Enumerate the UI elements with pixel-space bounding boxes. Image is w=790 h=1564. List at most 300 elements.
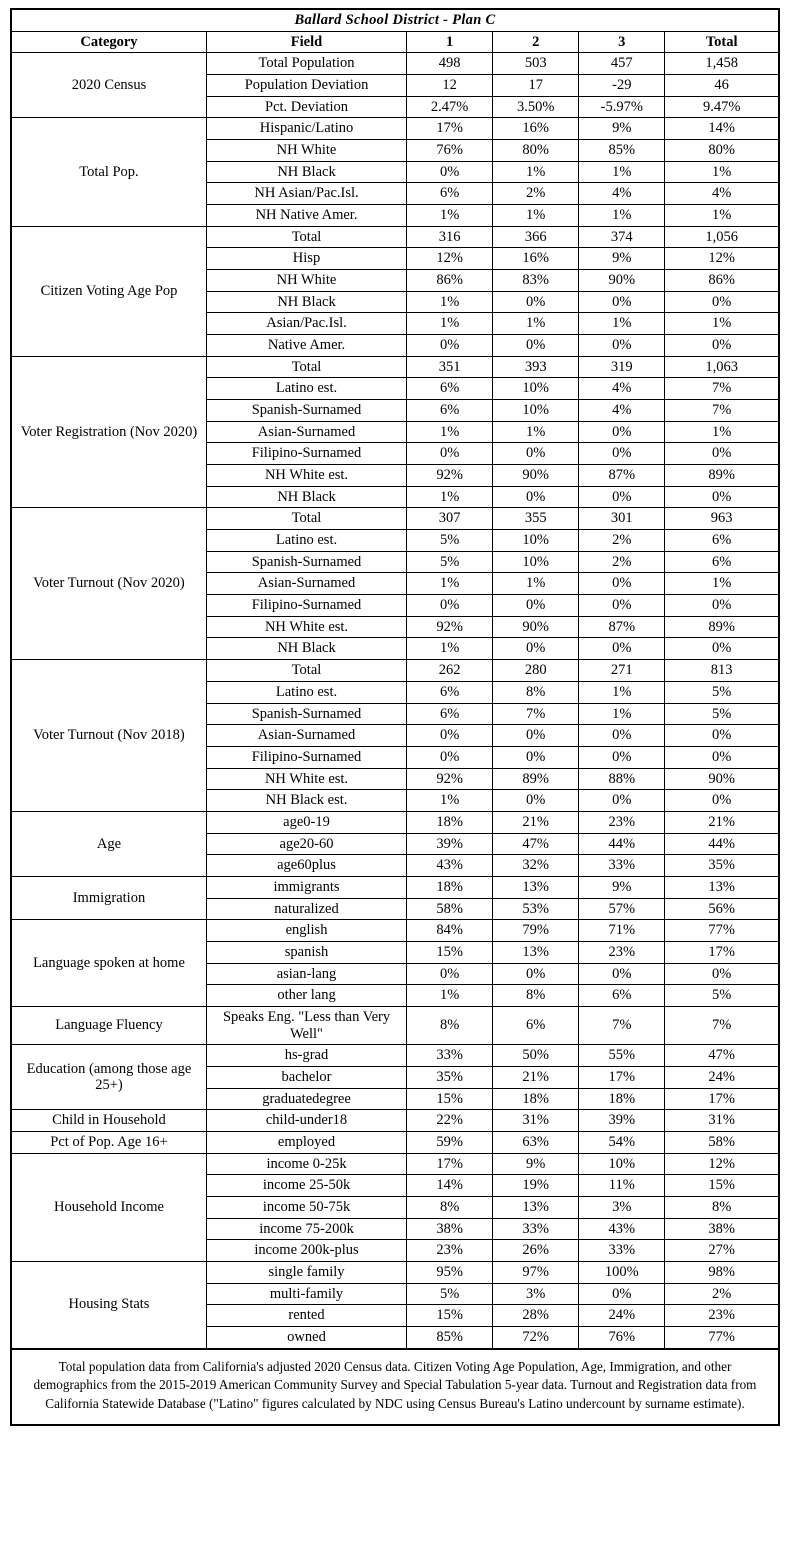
value-cell: 83% <box>493 270 579 292</box>
value-cell: -5.97% <box>579 96 665 118</box>
value-cell: 90% <box>493 616 579 638</box>
field-cell: Latino est. <box>206 530 406 552</box>
field-cell: income 50-75k <box>206 1196 406 1218</box>
value-cell: 0% <box>493 746 579 768</box>
field-cell: hs-grad <box>206 1045 406 1067</box>
value-cell: 14% <box>665 118 779 140</box>
value-cell: 0% <box>407 963 493 985</box>
value-cell: 503 <box>493 53 579 75</box>
category-cell: Voter Turnout (Nov 2018) <box>11 660 206 812</box>
field-cell: Asian-Surnamed <box>206 725 406 747</box>
field-cell: Total Population <box>206 53 406 75</box>
field-cell: NH White <box>206 140 406 162</box>
value-cell: 50% <box>493 1045 579 1067</box>
value-cell: 17% <box>407 1153 493 1175</box>
field-cell: Spanish-Surnamed <box>206 551 406 573</box>
value-cell: 12% <box>665 1153 779 1175</box>
field-cell: income 25-50k <box>206 1175 406 1197</box>
category-cell: Citizen Voting Age Pop <box>11 226 206 356</box>
value-cell: 11% <box>579 1175 665 1197</box>
value-cell: 0% <box>493 725 579 747</box>
value-cell: 27% <box>665 1240 779 1262</box>
value-cell: 32% <box>493 855 579 877</box>
value-cell: 92% <box>407 465 493 487</box>
value-cell: 0% <box>493 486 579 508</box>
field-cell: NH White est. <box>206 616 406 638</box>
value-cell: 0% <box>579 573 665 595</box>
field-cell: immigrants <box>206 876 406 898</box>
value-cell: 6% <box>493 1006 579 1044</box>
value-cell: 92% <box>407 616 493 638</box>
value-cell: 33% <box>493 1218 579 1240</box>
value-cell: 8% <box>407 1196 493 1218</box>
value-cell: 31% <box>493 1110 579 1132</box>
field-cell: Asian-Surnamed <box>206 573 406 595</box>
value-cell: 1% <box>407 205 493 227</box>
value-cell: 43% <box>579 1218 665 1240</box>
value-cell: 3.50% <box>493 96 579 118</box>
field-cell: Hisp <box>206 248 406 270</box>
value-cell: 0% <box>579 1283 665 1305</box>
value-cell: 0% <box>579 790 665 812</box>
value-cell: 0% <box>407 335 493 357</box>
value-cell: 12 <box>407 75 493 97</box>
table-row <box>11 118 779 140</box>
value-cell: 3% <box>493 1283 579 1305</box>
field-cell: multi-family <box>206 1283 406 1305</box>
value-cell: 7% <box>665 378 779 400</box>
value-cell: 89% <box>665 616 779 638</box>
value-cell: 355 <box>493 508 579 530</box>
field-cell: income 0-25k <box>206 1153 406 1175</box>
value-cell: 16% <box>493 118 579 140</box>
value-cell: 100% <box>579 1261 665 1283</box>
page-title: Ballard School District - Plan C <box>11 9 779 31</box>
value-cell: 21% <box>493 1066 579 1088</box>
value-cell: 9% <box>579 248 665 270</box>
field-cell: age60plus <box>206 855 406 877</box>
value-cell: 43% <box>407 855 493 877</box>
value-cell: 0% <box>665 725 779 747</box>
value-cell: 21% <box>493 811 579 833</box>
value-cell: 9% <box>493 1153 579 1175</box>
value-cell: 301 <box>579 508 665 530</box>
field-cell: NH White est. <box>206 465 406 487</box>
category-cell: Immigration <box>11 876 206 919</box>
value-cell: 85% <box>579 140 665 162</box>
value-cell: 79% <box>493 920 579 942</box>
value-cell: 18% <box>407 876 493 898</box>
value-cell: 7% <box>579 1006 665 1044</box>
value-cell: 3% <box>579 1196 665 1218</box>
value-cell: 5% <box>407 1283 493 1305</box>
value-cell: 1% <box>407 421 493 443</box>
value-cell: 0% <box>407 725 493 747</box>
field-cell: employed <box>206 1131 406 1153</box>
value-cell: 28% <box>493 1305 579 1327</box>
value-cell: 5% <box>665 985 779 1007</box>
value-cell: 95% <box>407 1261 493 1283</box>
value-cell: 1% <box>493 573 579 595</box>
value-cell: 33% <box>407 1045 493 1067</box>
value-cell: 1% <box>665 573 779 595</box>
table-footnote: Total population data from California's adjusted 2020 Census data. Citizen Voting Age Population, Age, Immigration, and other demographics from the 2015-2019 American Community Survey and Special Tabulation 5-year data. Turnout and Registration data from California Statewide Database ("Latino" figures calculated by NDC using Census Bureau's Latino undercount by surname estimate). <box>10 1350 780 1426</box>
header-row <box>11 31 779 53</box>
value-cell: 7% <box>665 1006 779 1044</box>
demographics-table <box>10 8 780 1350</box>
value-cell: 97% <box>493 1261 579 1283</box>
field-cell: Asian/Pac.Isl. <box>206 313 406 335</box>
category-cell: 2020 Census <box>11 53 206 118</box>
value-cell: 71% <box>579 920 665 942</box>
value-cell: 15% <box>407 941 493 963</box>
field-cell: Speaks Eng. "Less than Very Well" <box>206 1006 406 1044</box>
value-cell: 76% <box>579 1326 665 1348</box>
value-cell: 5% <box>407 530 493 552</box>
category-cell: Language Fluency <box>11 1006 206 1044</box>
value-cell: 85% <box>407 1326 493 1348</box>
value-cell: 498 <box>407 53 493 75</box>
value-cell: 271 <box>579 660 665 682</box>
value-cell: 1% <box>407 638 493 660</box>
column-header: Total <box>665 31 779 53</box>
field-cell: Filipino-Surnamed <box>206 443 406 465</box>
field-cell: single family <box>206 1261 406 1283</box>
value-cell: 1% <box>579 161 665 183</box>
value-cell: 1% <box>493 313 579 335</box>
field-cell: NH Asian/Pac.Isl. <box>206 183 406 205</box>
value-cell: 87% <box>579 616 665 638</box>
category-cell: Education (among those age 25+) <box>11 1045 206 1110</box>
value-cell: 12% <box>407 248 493 270</box>
value-cell: 366 <box>493 226 579 248</box>
field-cell: Native Amer. <box>206 335 406 357</box>
value-cell: 0% <box>579 963 665 985</box>
value-cell: 1% <box>665 313 779 335</box>
value-cell: 8% <box>665 1196 779 1218</box>
value-cell: 13% <box>493 941 579 963</box>
category-cell: Total Pop. <box>11 118 206 226</box>
value-cell: 89% <box>493 768 579 790</box>
category-cell: Child in Household <box>11 1110 206 1132</box>
value-cell: 1% <box>407 313 493 335</box>
table-row <box>11 508 779 530</box>
field-cell: Latino est. <box>206 681 406 703</box>
value-cell: 12% <box>665 248 779 270</box>
field-cell: NH Black <box>206 486 406 508</box>
table-row <box>11 1006 779 1044</box>
table-row <box>11 811 779 833</box>
value-cell: 53% <box>493 898 579 920</box>
value-cell: 262 <box>407 660 493 682</box>
table-row <box>11 226 779 248</box>
category-cell: Household Income <box>11 1153 206 1261</box>
value-cell: 1% <box>407 985 493 1007</box>
value-cell: 77% <box>665 1326 779 1348</box>
field-cell: Population Deviation <box>206 75 406 97</box>
field-cell: Spanish-Surnamed <box>206 703 406 725</box>
value-cell: 23% <box>579 811 665 833</box>
value-cell: 47% <box>493 833 579 855</box>
value-cell: 0% <box>493 443 579 465</box>
field-cell: NH White est. <box>206 768 406 790</box>
field-cell: NH Native Amer. <box>206 205 406 227</box>
table-row <box>11 920 779 942</box>
column-header: Field <box>206 31 406 53</box>
value-cell: 92% <box>407 768 493 790</box>
value-cell: 23% <box>407 1240 493 1262</box>
value-cell: 4% <box>579 400 665 422</box>
value-cell: 17 <box>493 75 579 97</box>
field-cell: bachelor <box>206 1066 406 1088</box>
field-cell: NH Black <box>206 638 406 660</box>
value-cell: 316 <box>407 226 493 248</box>
value-cell: 0% <box>579 595 665 617</box>
value-cell: 13% <box>493 876 579 898</box>
column-header: Category <box>11 31 206 53</box>
field-cell: spanish <box>206 941 406 963</box>
table-row <box>11 1261 779 1283</box>
field-cell: rented <box>206 1305 406 1327</box>
value-cell: 19% <box>493 1175 579 1197</box>
category-cell: Age <box>11 811 206 876</box>
value-cell: 23% <box>665 1305 779 1327</box>
column-header: 3 <box>579 31 665 53</box>
value-cell: 1% <box>407 790 493 812</box>
value-cell: 374 <box>579 226 665 248</box>
value-cell: 23% <box>579 941 665 963</box>
value-cell: 2.47% <box>407 96 493 118</box>
field-cell: naturalized <box>206 898 406 920</box>
title-row <box>11 9 779 31</box>
value-cell: 1% <box>493 161 579 183</box>
value-cell: 0% <box>579 486 665 508</box>
value-cell: 6% <box>407 703 493 725</box>
value-cell: 0% <box>665 486 779 508</box>
value-cell: 15% <box>407 1088 493 1110</box>
value-cell: 77% <box>665 920 779 942</box>
value-cell: 9.47% <box>665 96 779 118</box>
value-cell: 38% <box>407 1218 493 1240</box>
column-header: 1 <box>407 31 493 53</box>
value-cell: 22% <box>407 1110 493 1132</box>
field-cell: Filipino-Surnamed <box>206 595 406 617</box>
value-cell: 10% <box>493 400 579 422</box>
value-cell: 24% <box>665 1066 779 1088</box>
value-cell: 57% <box>579 898 665 920</box>
value-cell: 1% <box>407 573 493 595</box>
value-cell: 0% <box>493 291 579 313</box>
field-cell: Total <box>206 660 406 682</box>
value-cell: 16% <box>493 248 579 270</box>
value-cell: 10% <box>493 551 579 573</box>
field-cell: NH Black est. <box>206 790 406 812</box>
value-cell: 1,458 <box>665 53 779 75</box>
value-cell: 90% <box>665 768 779 790</box>
value-cell: 33% <box>579 1240 665 1262</box>
value-cell: 84% <box>407 920 493 942</box>
value-cell: 0% <box>665 790 779 812</box>
field-cell: Latino est. <box>206 378 406 400</box>
value-cell: 1% <box>665 421 779 443</box>
value-cell: 15% <box>407 1305 493 1327</box>
value-cell: 0% <box>579 291 665 313</box>
value-cell: 44% <box>579 833 665 855</box>
value-cell: 0% <box>665 443 779 465</box>
value-cell: 35% <box>665 855 779 877</box>
value-cell: 280 <box>493 660 579 682</box>
value-cell: 80% <box>665 140 779 162</box>
value-cell: 5% <box>407 551 493 573</box>
value-cell: 1% <box>493 421 579 443</box>
value-cell: 54% <box>579 1131 665 1153</box>
value-cell: 0% <box>579 443 665 465</box>
value-cell: 24% <box>579 1305 665 1327</box>
value-cell: 0% <box>579 335 665 357</box>
value-cell: 55% <box>579 1045 665 1067</box>
table-row <box>11 1110 779 1132</box>
value-cell: 13% <box>665 876 779 898</box>
field-cell: income 200k-plus <box>206 1240 406 1262</box>
field-cell: NH White <box>206 270 406 292</box>
value-cell: 0% <box>407 161 493 183</box>
value-cell: 59% <box>407 1131 493 1153</box>
value-cell: 6% <box>407 400 493 422</box>
value-cell: 17% <box>665 1088 779 1110</box>
value-cell: 813 <box>665 660 779 682</box>
table-row <box>11 1153 779 1175</box>
value-cell: 1% <box>579 205 665 227</box>
value-cell: 2% <box>665 1283 779 1305</box>
value-cell: 33% <box>579 855 665 877</box>
field-cell: Hispanic/Latino <box>206 118 406 140</box>
value-cell: 6% <box>665 530 779 552</box>
field-cell: other lang <box>206 985 406 1007</box>
category-cell: Language spoken at home <box>11 920 206 1007</box>
value-cell: 38% <box>665 1218 779 1240</box>
value-cell: 0% <box>407 746 493 768</box>
value-cell: 58% <box>407 898 493 920</box>
field-cell: Total <box>206 508 406 530</box>
value-cell: 963 <box>665 508 779 530</box>
value-cell: 47% <box>665 1045 779 1067</box>
value-cell: 5% <box>665 703 779 725</box>
value-cell: 1% <box>579 703 665 725</box>
value-cell: 86% <box>665 270 779 292</box>
value-cell: 0% <box>665 335 779 357</box>
field-cell: owned <box>206 1326 406 1348</box>
category-cell: Voter Turnout (Nov 2020) <box>11 508 206 660</box>
value-cell: 0% <box>407 595 493 617</box>
value-cell: 88% <box>579 768 665 790</box>
field-cell: Pct. Deviation <box>206 96 406 118</box>
field-cell: Total <box>206 356 406 378</box>
value-cell: 457 <box>579 53 665 75</box>
value-cell: 351 <box>407 356 493 378</box>
value-cell: 6% <box>407 681 493 703</box>
value-cell: 15% <box>665 1175 779 1197</box>
value-cell: 2% <box>579 530 665 552</box>
value-cell: 18% <box>407 811 493 833</box>
value-cell: 90% <box>579 270 665 292</box>
value-cell: 13% <box>493 1196 579 1218</box>
value-cell: 1% <box>665 161 779 183</box>
value-cell: 31% <box>665 1110 779 1132</box>
value-cell: 6% <box>579 985 665 1007</box>
value-cell: 9% <box>579 876 665 898</box>
value-cell: 0% <box>493 638 579 660</box>
value-cell: 7% <box>493 703 579 725</box>
value-cell: 393 <box>493 356 579 378</box>
value-cell: 0% <box>493 963 579 985</box>
value-cell: 17% <box>407 118 493 140</box>
field-cell: income 75-200k <box>206 1218 406 1240</box>
value-cell: 307 <box>407 508 493 530</box>
value-cell: 58% <box>665 1131 779 1153</box>
value-cell: 0% <box>493 790 579 812</box>
table-row <box>11 876 779 898</box>
field-cell: asian-lang <box>206 963 406 985</box>
value-cell: 86% <box>407 270 493 292</box>
value-cell: 1% <box>665 205 779 227</box>
value-cell: 0% <box>579 638 665 660</box>
value-cell: 0% <box>665 291 779 313</box>
value-cell: 26% <box>493 1240 579 1262</box>
value-cell: 8% <box>493 985 579 1007</box>
value-cell: 1,063 <box>665 356 779 378</box>
field-cell: NH Black <box>206 161 406 183</box>
value-cell: 80% <box>493 140 579 162</box>
value-cell: 0% <box>493 335 579 357</box>
category-cell: Voter Registration (Nov 2020) <box>11 356 206 508</box>
table-body <box>11 9 779 1349</box>
value-cell: 0% <box>407 443 493 465</box>
field-cell: Total <box>206 226 406 248</box>
table-row <box>11 1045 779 1067</box>
value-cell: 10% <box>493 530 579 552</box>
value-cell: 0% <box>579 725 665 747</box>
value-cell: 21% <box>665 811 779 833</box>
field-cell: NH Black <box>206 291 406 313</box>
value-cell: 7% <box>665 400 779 422</box>
value-cell: 39% <box>579 1110 665 1132</box>
value-cell: 1,056 <box>665 226 779 248</box>
value-cell: 319 <box>579 356 665 378</box>
value-cell: 0% <box>665 595 779 617</box>
value-cell: 8% <box>407 1006 493 1044</box>
value-cell: 72% <box>493 1326 579 1348</box>
value-cell: 44% <box>665 833 779 855</box>
table-row <box>11 356 779 378</box>
field-cell: Filipino-Surnamed <box>206 746 406 768</box>
field-cell: age0-19 <box>206 811 406 833</box>
value-cell: 0% <box>579 421 665 443</box>
value-cell: 0% <box>579 746 665 768</box>
category-cell: Pct of Pop. Age 16+ <box>11 1131 206 1153</box>
value-cell: 35% <box>407 1066 493 1088</box>
value-cell: 39% <box>407 833 493 855</box>
value-cell: 1% <box>493 205 579 227</box>
value-cell: 17% <box>579 1066 665 1088</box>
value-cell: 2% <box>493 183 579 205</box>
value-cell: 87% <box>579 465 665 487</box>
value-cell: 8% <box>493 681 579 703</box>
value-cell: 98% <box>665 1261 779 1283</box>
category-cell: Housing Stats <box>11 1261 206 1348</box>
table-row <box>11 1131 779 1153</box>
value-cell: 4% <box>665 183 779 205</box>
value-cell: 18% <box>493 1088 579 1110</box>
